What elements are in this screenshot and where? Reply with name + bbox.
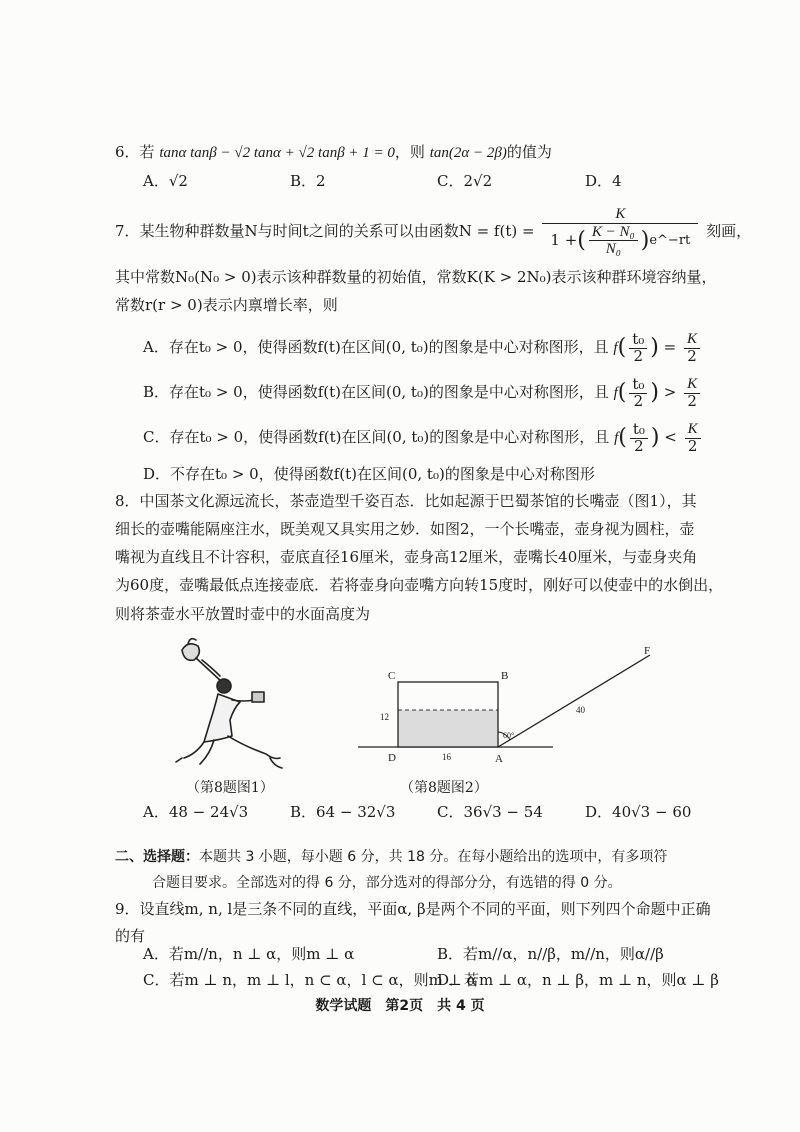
q7-option-c-rhs-num: K xyxy=(687,421,698,438)
q9-option-a: A．若m//n，n ⊥ α，则m ⊥ α xyxy=(143,945,355,963)
q8-line4: 为60度，壶嘴最低点连接壶底．若将壶身向壶嘴方向转15度时，刚好可以使壶中的水倒出， xyxy=(115,576,724,594)
section2-title: 二、选择题： xyxy=(115,849,199,865)
q7-option-a-half-num: t₀ xyxy=(629,332,647,349)
q7-line2: 其中常数N₀(N₀ > 0)表示该种群数量的初始值，常数K(K > 2N₀)表示该种群环境容纳量， xyxy=(115,268,717,286)
q7-option-b-half-den: 2 xyxy=(633,391,644,410)
q7-option-c: C．存在t₀ > 0，使得函数f(t)在区间(0, t₀)的图象是中心对称图形，且 f( $\frac{\text{t₀}}{2}$ ) < $\frac{K}{2}$ xyxy=(143,414,704,461)
fig1-caption: （第8题图1） xyxy=(186,780,274,796)
section2-desc1: 本题共 3 小题，每小题 6 分，共 18 分。在每小题给出的选项中，有多项符 xyxy=(199,849,668,865)
page-footer: 数学试题 第2页 共 4 页 xyxy=(315,998,485,1014)
q6-number: 6． xyxy=(115,143,140,161)
q7-option-a: A．存在t₀ > 0，使得函数f(t)在区间(0, t₀)的图象是中心对称图形，且 f( $\frac{\text{t₀}}{2}$ ) = $\frac{K}{2}$ xyxy=(143,324,703,371)
q7-number: 7． xyxy=(115,222,140,240)
q7-option-b-rel: > xyxy=(663,383,677,401)
label-height: 12 xyxy=(380,712,389,722)
label-f: F xyxy=(644,645,651,657)
q7-option-a-rel: = xyxy=(663,338,677,356)
q7-option-b-half-num: t₀ xyxy=(629,377,647,394)
q7-tail: 刻画， xyxy=(706,222,752,240)
q7-stem xyxy=(115,198,751,264)
label-b: B xyxy=(501,670,509,682)
q7-option-b-f: f xyxy=(613,385,618,401)
q8-line2: 细长的壶嘴能隔座注水，既美观又具实用之妙．如图2，一个长嘴壶，壶身视为圆柱，壶 xyxy=(115,520,695,538)
label-a: A xyxy=(495,753,503,765)
label-spout-length: 40 xyxy=(576,705,585,715)
q7-inner-fraction xyxy=(589,224,638,259)
q6-option-b: B．2 xyxy=(290,172,326,190)
teapot-dancer-figure xyxy=(170,630,300,775)
label-width: 16 xyxy=(442,752,451,762)
q9-option-c: C．若m ⊥ n，m ⊥ l，n ⊂ α，l ⊂ α，则m ⊥ α xyxy=(143,971,477,989)
q8-option-a: A．48 − 24√3 xyxy=(143,803,249,821)
q6-prefix: 若 xyxy=(139,143,155,161)
label-d: D xyxy=(388,752,396,764)
q7-inner-den: N₀ xyxy=(605,241,621,258)
q6-stem xyxy=(115,141,552,164)
q6-mid: ，则 xyxy=(394,143,425,161)
q7-option-a-f: f xyxy=(613,340,618,356)
label-angle: 60° xyxy=(503,731,515,740)
q8-line5: 则将茶壶水平放置时壶中的水面高度为 xyxy=(115,605,371,623)
q7-option-a-text: A．存在t₀ > 0，使得函数f(t)在区间(0, t₀)的图象是中心对称图形，且 xyxy=(143,338,609,356)
q7-intro: 某生物种群数量N与时间t之间的关系可以由函数N = f(t) = xyxy=(139,222,535,240)
q7-option-c-f: f xyxy=(614,430,619,446)
q8-option-b: B．64 − 32√3 xyxy=(290,803,396,821)
q7-option-c-rel: < xyxy=(664,428,677,446)
q7-option-a-rhs-den: 2 xyxy=(687,347,697,365)
q6-option-a: A．√2 xyxy=(143,172,188,190)
q7-inner-num: K − N₀ xyxy=(591,223,635,240)
q7-exp: e^−rt xyxy=(649,233,691,249)
q9-option-d: D．若m ⊥ α，n ⊥ β，m ⊥ n，则α ⊥ β xyxy=(437,971,719,989)
q8-option-c: C．36√3 − 54 xyxy=(437,803,543,821)
q9-line2: 的有 xyxy=(115,927,146,945)
q7-option-a-half-den: 2 xyxy=(633,346,643,365)
q7-option-d: D．不存在t₀ > 0，使得函数f(t)在区间(0, t₀)的图象是中心对称图形 xyxy=(143,465,595,483)
q8-option-d: D．40√3 − 60 xyxy=(585,803,692,821)
q6-target: tan(2α − 2β) xyxy=(429,145,507,161)
q8-line1: 8．中国茶文化源远流长，茶壶造型千姿百态．比如起源于巴蜀茶馆的长嘴壶（图1），其 xyxy=(115,492,697,510)
q7-line3: 常数r(r > 0)表示内禀增长率，则 xyxy=(115,296,338,314)
q6-equation: tanα tanβ − √2 tanα + √2 tanβ + 1 = 0 xyxy=(159,145,395,161)
q7-option-b: B．存在t₀ > 0，使得函数f(t)在区间(0, t₀)的图象是中心对称图形，且 f( $\frac{\text{t₀}}{2}$ ) > $\frac{K}{2}$ xyxy=(143,369,703,416)
q6-option-c: C．2√2 xyxy=(437,172,493,190)
q7-option-c-text: C．存在t₀ > 0，使得函数f(t)在区间(0, t₀)的图象是中心对称图形，且 xyxy=(143,428,610,446)
q7-option-b-text: B．存在t₀ > 0，使得函数f(t)在区间(0, t₀)的图象是中心对称图形，且 xyxy=(143,383,609,401)
q6-suffix: 的值为 xyxy=(506,143,552,161)
section2-desc2: 合题目要求。全部选对的得 6 分，部分选对的得部分分，有选错的得 0 分。 xyxy=(152,875,622,891)
label-c: C xyxy=(388,670,396,682)
water-region xyxy=(398,710,498,747)
q6-option-d: D．4 xyxy=(585,172,622,190)
q7-option-b-rhs-den: 2 xyxy=(687,392,697,410)
q8-line3: 嘴视为直线且不计容积，壶底直径16厘米，壶身高12厘米，壶嘴长40厘米，与壶身夹角 xyxy=(115,548,698,566)
q7-option-b-rhs-num: K xyxy=(687,376,698,393)
section2-header xyxy=(115,846,667,868)
q7-option-a-rhs-num: K xyxy=(686,331,697,348)
q9-option-b: B．若m//α，n//β，m//n，则α//β xyxy=(437,945,664,963)
q7-frac-den-a: 1 + xyxy=(550,231,578,249)
teapot-geometry-diagram xyxy=(358,640,678,770)
spout-line xyxy=(498,655,650,747)
q7-option-c-half-num: t₀ xyxy=(630,422,648,439)
q9-line1: 9．设直线m, n, l是三条不同的直线，平面α, β是两个不同的平面，则下列四个命题中正确 xyxy=(115,900,711,918)
q7-frac-num: K xyxy=(615,205,626,222)
q7-option-c-rhs-den: 2 xyxy=(687,437,698,455)
q7-main-fraction: K 1 + ( $\frac{\text{K − N₀}}{\text{N₀}}$ ) e^−rt xyxy=(542,206,698,258)
q7-option-c-half-den: 2 xyxy=(634,436,644,455)
fig2-caption: （第8题图2） xyxy=(400,780,488,796)
